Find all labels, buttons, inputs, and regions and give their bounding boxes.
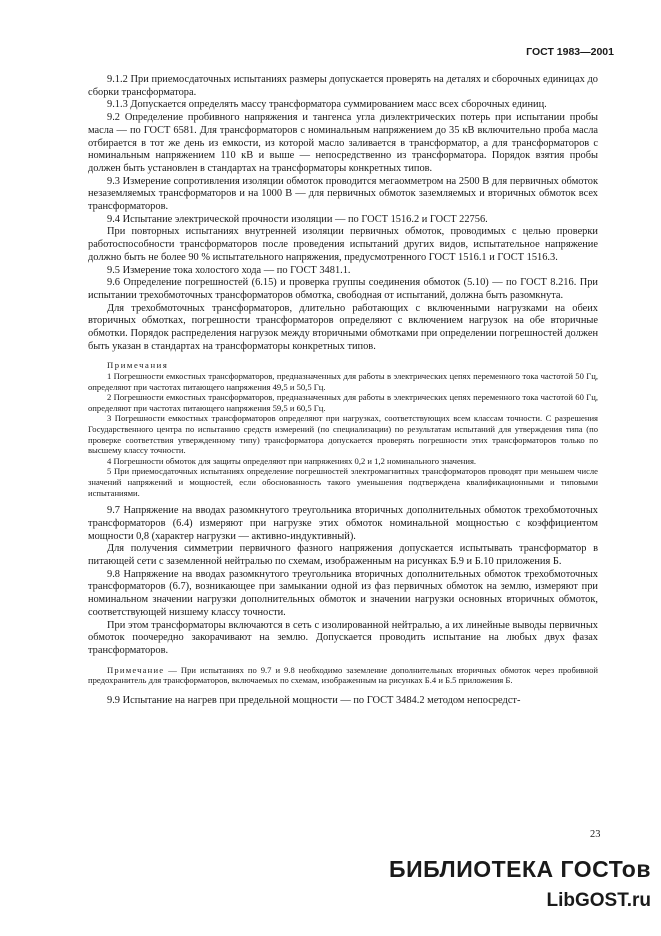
paragraph-9-2: 9.2 Определение пробивного напряжения и тангенса угла диэлектрических потерь при испытании пробы масла — по ГОСТ 6581. Для трансформаторов с номинальным напряжением до 35 кВ включительно проба масла отбирается в тот же день из емкости, из которой масло заливается в трансформатор, а для трансформаторов с номинальным напряжением 110 кВ и выше — непосредственно из трансформатора. Порядок взятия пробы должен быть установлен в стандартах на трансформаторы конкретных типов. — [88, 112, 598, 174]
paragraph-9-9: 9.9 Испытание на нагрев при предельной мощности — по ГОСТ 3484.2 методом непосредст- — [107, 694, 521, 706]
library-site: LibGOST.ru — [546, 890, 651, 911]
paragraph-9-7-symmetry: Для получения симметрии первичного фазного напряжения допускается испытывать трансформатор в питающей сети с заземленной нейтралью по схемам, изображенным на рисунках Б.9 и Б.10 приложения Б. — [88, 543, 598, 567]
paragraph-9-8: 9.8 Напряжение на вводах разомкнутого треугольника вторичных дополнительных обмоток трехобмоточных трансформаторов (6.7), возникающее при замыкании одной из фаз первичных обмоток на землю, измеряют при номинальном значении нагрузки дополнительных обмоток и значении нагрузки основных вторичных обмоток, соответствующей низшему классу точности. — [88, 568, 598, 618]
paragraph-9-4: 9.4 Испытание электрической прочности изоляции — по ГОСТ 1516.2 и ГОСТ 22756. — [107, 213, 488, 225]
paragraph-9-7: 9.7 Напряжение на вводах разомкнутого треугольника вторичных дополнительных обмоток трехобмоточных трансформаторов (6.4) измеряют при нагрузке этих обмоток номинальной мощностью с коэффициентом мощности 0,8 (характер нагрузки — активно-индуктивный). — [88, 505, 598, 542]
paragraph-9-6-three-winding: Для трехобмоточных трансформаторов, длительно работающих с включенными нагрузками на обеих вторичных обмотках, погрешности трансформаторов определяют с включением нагрузок на обе вторичные обмотки. Порядок распределения нагрузок между вторичными обмотками при определении погрешностей должен быть указан в стандартах на трансформаторы конкретных типов. — [88, 302, 598, 352]
note-9-7-9-8 — [88, 665, 598, 686]
note-item: 1 Погрешности емкостных трансформаторов, предназначенных для работы в электрических цепях переменного тока частотой 50 Гц, определяют при частотах питающего напряжения 49,5 и 50,5 Гц. — [88, 371, 598, 392]
library-name: БИБЛИОТЕКА ГОСТов — [389, 856, 651, 882]
note-item: 3 Погрешности емкостных трансформаторов определяют при нагрузках, соответствующих всем классам точности. С разрешения Государственного центра по испытанию средств измерений (по специализации) по результатам испытаний для утверждения типа (по проверке соответствия утвержденному типу) трансформатора допускается проверять погрешности этих трансформаторов только по высшему классу точности. — [88, 413, 598, 456]
paragraph-9-1-3: 9.1.3 Допускается определять массу трансформатора суммированием масс всех сборочных единиц. — [107, 99, 547, 111]
notes-title: Примечания — [107, 360, 169, 371]
note-item: 2 Погрешности емкостных трансформаторов, предназначенных для работы в электрических цепях переменного тока частотой 60 Гц, определяют при частотах питающего напряжения 59,5 и 60,5 Гц. — [88, 392, 598, 413]
paragraph-9-1-2: 9.1.2 При приемосдаточных испытаниях размеры допускается проверять на деталях и сборочных единицах до сборки трансформатора. — [88, 74, 598, 98]
paragraph-9-4-repeat-tests: При повторных испытаниях внутренней изоляции первичных обмоток, проводимых с целью проверки работоспособности трансформаторов после проведения испытаний других видов, испытательное напряжение должно быть не более 90 % испытательного напряжения, предусмотренного ГОСТ 1516.1 и ГОСТ 1516.3. — [88, 226, 598, 263]
note-label: Примечание — [107, 664, 165, 675]
note-item: 5 При приемосдаточных испытаниях определение погрешностей электромагнитных трансформаторов проводят при меньшем числе значений напряжений и мощностей, если обоснованность такого уменьшения подтверждена квалификационными и типовыми испытаниями. — [88, 466, 598, 498]
paragraph-9-3: 9.3 Измерение сопротивления изоляции обмоток проводится мегаомметром на 2500 В для первичных обмоток незаземляемых трансформаторов и на 1000 В — для первичных обмоток заземляемых и вторичных обмоток всех трансформаторов. — [88, 175, 598, 213]
paragraph-9-6: 9.6 Определение погрешностей (6.15) и проверка группы соединения обмоток (5.10) — по ГОСТ 8.216. При испытании трехобмоточных трансформаторов обмотка, свободная от испытаний, должна быть разомкнута. — [88, 277, 598, 301]
page-body — [88, 74, 598, 708]
library-watermark — [389, 856, 651, 913]
page-number: 23 — [590, 829, 601, 840]
document-code: ГОСТ 1983—2001 — [526, 46, 614, 58]
paragraph-9-8-isolated-neutral: При этом трансформаторы включаются в сеть с изолированной нейтралью, а их линейные выводы первичных обмоток поочередно закорачивают на землю. Допускается проводить испытание на любых двух фазах трансформаторов. — [88, 619, 598, 656]
note-text: — При испытаниях по 9.7 и 9.8 необходимо заземление дополнительных вторичных обмоток через пробивной предохранитель для трансформаторов, включаемых по схемам, изображенным на рисунках Б.4 и Б.5 приложения Б. — [88, 664, 598, 686]
note-item: 4 Погрешности обмоток для защиты определяют при напряжениях 0,2 и 1,2 номинального значения. — [107, 455, 477, 466]
paragraph-9-5: 9.5 Измерение тока холостого хода — по ГОСТ 3481.1. — [107, 264, 351, 276]
